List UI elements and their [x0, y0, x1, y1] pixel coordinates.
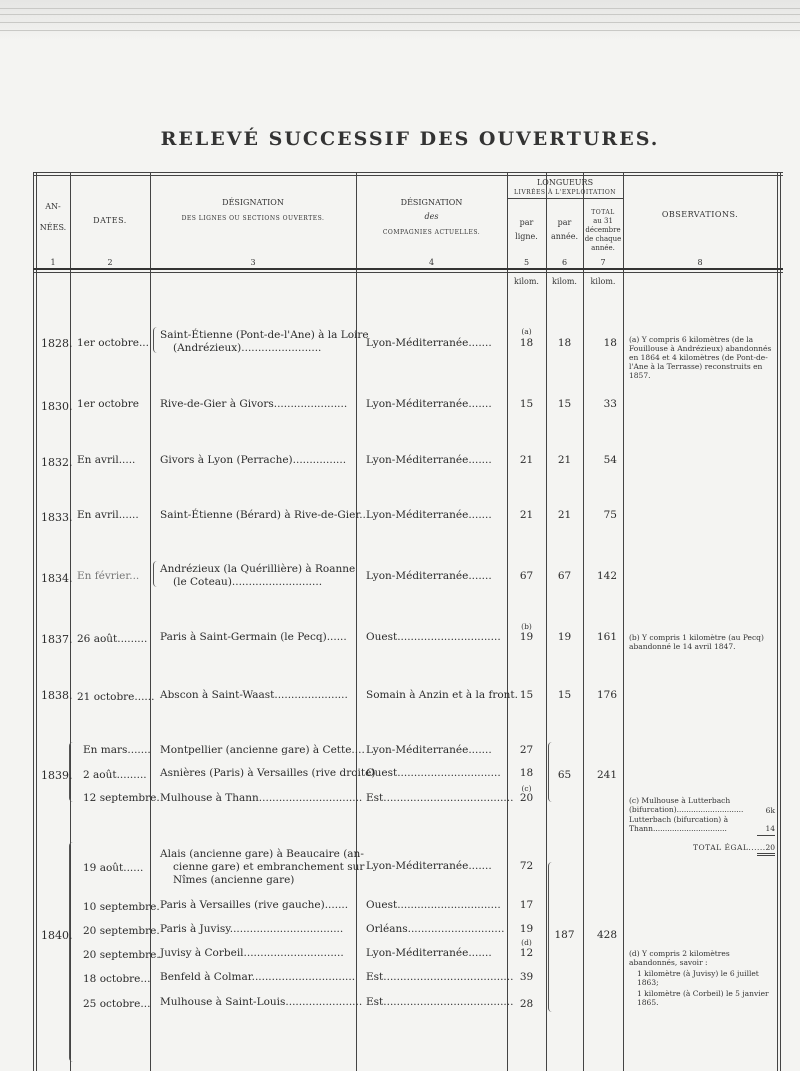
row-par-ligne: 21 [519, 454, 534, 466]
header-designation-compagnies: DÉSIGNATION des COMPAGNIES ACTUELLES. [382, 198, 481, 236]
observation-d-line: 1 kilomètre (à Juvisy) le 6 juillet 1863; [637, 969, 759, 987]
row-compagnie: Somain à Anzin et à la front. [366, 689, 518, 701]
row-compagnie: Ouest............................... [366, 631, 501, 643]
row-par-ligne: 67 [519, 570, 534, 582]
row-compagnie: Lyon-Méditerranée....... [366, 860, 492, 872]
row-year: 1840. [41, 929, 73, 942]
row-ligne: Paris à Saint-Germain (le Pecq)...... [160, 631, 347, 643]
page-top-edge [0, 0, 800, 40]
row-ligne: Montpellier (ancienne gare) à Cette.... [160, 744, 365, 756]
row-date: En mars....... [83, 744, 151, 756]
row-year: 1838. [41, 689, 73, 702]
col-num: 8 [697, 258, 703, 267]
row-par-ligne: 72 [519, 860, 534, 872]
row-date: 2 août......... [83, 769, 147, 781]
row-ligne: Juvisy à Corbeil.............................. [160, 947, 344, 959]
row-year: 1837. [41, 633, 73, 646]
row-par-annee: 15 [557, 398, 572, 410]
row-year: 1828. [41, 337, 73, 350]
observation-c-value: 6k [765, 806, 775, 815]
row-par-ligne: 21 [519, 509, 534, 521]
col-num: 3 [250, 258, 256, 267]
row-par-ligne: 27 [519, 744, 534, 756]
row-ligne: Saint-Étienne (Bérard) à Rive-de-Gier.. [160, 509, 366, 521]
brace [69, 842, 74, 1062]
row-total: 33 [603, 398, 617, 410]
row-note: (b) [521, 622, 532, 631]
row-ligne: Andrézieux (la Quérillière) à Roanne [160, 563, 356, 575]
header-designation-lignes: DÉSIGNATION DES LIGNES OU SECTIONS OUVERTES. [181, 198, 325, 222]
row-ligne: (le Coteau)........................... [173, 576, 323, 588]
row-total: 75 [603, 509, 617, 521]
row-par-ligne: 18 [519, 337, 534, 349]
col-num: 6 [561, 258, 568, 267]
header-dates: DATES. [93, 216, 127, 225]
row-compagnie: Lyon-Méditerranée....... [366, 947, 492, 959]
row-date: 10 septembre. [83, 901, 160, 913]
row-par-annee: 18 [557, 337, 572, 349]
row-date: 26 août......... [77, 633, 148, 645]
row-par-ligne: 15 [519, 398, 534, 410]
row-ligne: Mulhouse à Thann............................... [160, 792, 363, 804]
row-date: 12 septembre. [83, 792, 160, 804]
row-note: (d) [521, 938, 532, 947]
col-num: 5 [523, 258, 530, 267]
row-date: 1er octobre... [77, 337, 149, 349]
col-num: 1 [50, 258, 56, 267]
row-par-ligne: 17 [519, 899, 534, 911]
observation-b: (b) Y compris 1 kilomètre (au Pecq) abandonné le 14 avril 1847. [629, 633, 764, 651]
row-ligne: cienne gare) et embranchement sur [173, 861, 365, 873]
row-par-ligne: 20 [519, 792, 534, 804]
row-par-annee: 19 [557, 631, 572, 643]
row-note: (c) [521, 784, 532, 793]
row-par-annee: 15 [557, 689, 572, 701]
row-par-annee: 21 [557, 454, 572, 466]
observation-c-total: TOTAL ÉGAL...... [693, 843, 766, 852]
header-observations: OBSERVATIONS. [661, 210, 739, 219]
row-ligne: Alais (ancienne gare) à Beaucaire (an- [160, 848, 364, 860]
row-compagnie: Est....................................... [366, 971, 514, 983]
row-ligne: Paris à Juvisy.................................. [160, 923, 344, 935]
header-longueurs: LONGUEURS LIVRÉES À L'EXPLOITATION [513, 178, 617, 196]
row-date: 19 août...... [83, 862, 144, 874]
row-compagnie: Orléans............................. [366, 923, 505, 935]
row-date: En avril...... [77, 509, 139, 521]
row-compagnie: Est....................................... [366, 792, 514, 804]
row-par-ligne: 19 [519, 923, 534, 935]
row-ligne: Benfeld à Colmar............................... [160, 971, 356, 983]
row-total: 241 [596, 769, 617, 781]
unit-label: kilom. [590, 277, 616, 286]
row-par-annee: 21 [557, 509, 572, 521]
row-date: 20 septembre. [83, 949, 160, 961]
observation-c-total-value: 20 [765, 843, 775, 852]
row-ligne: Saint-Étienne (Pont-de-l'Ane) à la Loire [160, 329, 369, 341]
page-title: RELEVÉ SUCCESSIF DES OUVERTURES. [160, 128, 660, 150]
col-num: 4 [428, 258, 435, 267]
row-date: 1er octobre [77, 398, 139, 410]
header-par-ligne: par ligne. [515, 218, 538, 241]
row-total: 142 [596, 570, 617, 582]
row-ligne: Abscon à Saint-Waast...................... [160, 689, 348, 701]
row-par-annee: 65 [557, 769, 572, 781]
row-ligne: Paris à Versailles (rive gauche)....... [160, 899, 349, 911]
row-note: (a) [521, 327, 532, 336]
observation-a: (a) Y compris 6 kilomètres (de la Fouillouse à Andrézieux) abandonnés en 1864 et 4 kilomètres (de Pont-de-l'Ane à la Terrasse) reconstruits en 1857. [629, 335, 772, 380]
row-par-ligne: 12 [519, 947, 534, 959]
brace [153, 561, 158, 587]
row-compagnie: Lyon-Méditerranée....... [366, 337, 492, 349]
row-total: 161 [596, 631, 617, 643]
row-ligne: Mulhouse à Saint-Louis....................... [160, 996, 363, 1008]
row-total: 54 [603, 454, 617, 466]
row-compagnie: Lyon-Méditerranée....... [366, 398, 492, 410]
header-par-annee: par année. [550, 218, 579, 241]
row-total: 428 [596, 929, 617, 941]
unit-label: kilom. [514, 277, 539, 286]
row-date: 21 octobre...... [77, 691, 155, 703]
row-ligne: Nîmes (ancienne gare) [173, 874, 295, 886]
row-year: 1832. [41, 456, 73, 469]
col-num: 2 [107, 258, 113, 267]
observation-d-line: (d) Y compris 2 kilomètres abandonnés, savoir : [629, 949, 730, 967]
row-compagnie: Lyon-Méditerranée....... [366, 570, 492, 582]
row-year: 1833. [41, 511, 73, 524]
row-year: 1834. [41, 572, 73, 585]
row-total: 176 [596, 689, 617, 701]
brace [69, 742, 74, 802]
row-date: 25 octobre... [83, 998, 151, 1010]
row-par-ligne: 19 [519, 631, 534, 643]
brace [153, 327, 158, 353]
row-total: 18 [603, 337, 617, 349]
row-compagnie: Lyon-Méditerranée....... [366, 454, 492, 466]
openings-table [33, 172, 783, 1071]
row-year: 1839. [41, 769, 73, 782]
row-compagnie: Ouest............................... [366, 767, 501, 779]
row-par-annee: 187 [554, 929, 575, 941]
row-compagnie: Est....................................... [366, 996, 514, 1008]
row-par-ligne: 28 [519, 998, 534, 1010]
row-ligne: Asnières (Paris) à Versailles (rive droite) [160, 767, 376, 779]
row-par-ligne: 18 [519, 767, 534, 779]
observation-c-line: (c) Mulhouse à Lutterbach (bifurcation)............................ [629, 796, 744, 814]
row-compagnie: Ouest............................... [366, 899, 501, 911]
row-compagnie: Lyon-Méditerranée....... [366, 744, 492, 756]
row-date: 20 septembre. [83, 925, 160, 937]
observation-c-value: 14 [765, 824, 775, 833]
row-date: En février... [77, 570, 140, 582]
row-ligne: (Andrézieux)........................ [173, 342, 322, 354]
row-date: En avril..... [77, 454, 136, 466]
header-total: TOTAL au 31 décembre de chaque année. [584, 209, 622, 252]
row-year: 1830. [41, 400, 73, 413]
observation-d-line: 1 kilomètre (à Corbeil) le 5 janvier 1865. [637, 989, 769, 1007]
row-par-annee: 67 [557, 570, 572, 582]
row-par-ligne: 39 [519, 971, 534, 983]
row-date: 18 octobre... [83, 973, 151, 985]
unit-label: kilom. [552, 277, 577, 286]
col-num: 7 [600, 258, 606, 267]
row-par-ligne: 15 [519, 689, 534, 701]
row-compagnie: Lyon-Méditerranée....... [366, 509, 492, 521]
header-annees: AN- NÉES. [39, 202, 67, 232]
row-ligne: Rive-de-Gier à Givors...................... [160, 398, 348, 410]
observation-c-line: Lutterbach (bifurcation) à Thann............................... [629, 815, 729, 833]
row-ligne: Givors à Lyon (Perrache)................ [160, 454, 347, 466]
